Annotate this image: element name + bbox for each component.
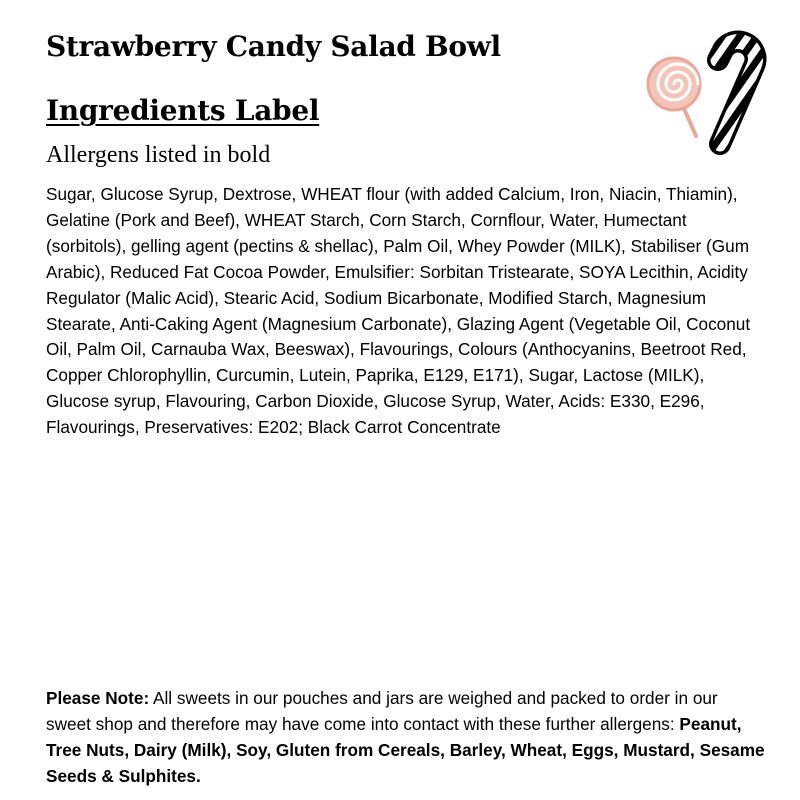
ingredients-heading: Ingredients Label (46, 94, 320, 127)
candy-illustration (640, 26, 780, 156)
allergen-note: Allergens listed in bold (46, 142, 271, 168)
please-note (46, 686, 766, 790)
lollipop-icon (648, 58, 700, 136)
further-allergens: Peanut, Tree Nuts, Dairy (Milk), Soy, Gluten from Cereals, Barley, Wheat, Eggs, Mustard, Sesame Seeds & Sulphites. (46, 713, 765, 786)
please-note-text: All sweets in our pouches and jars are weighed and packed to order in our sweet shop and therefore may have come into contact with these further allergens: (46, 688, 718, 734)
page-title: Strawberry Candy Salad Bowl (46, 30, 501, 63)
please-note-heading: Please Note: (46, 688, 150, 708)
ingredients-list: Sugar, Glucose Syrup, Dextrose, WHEAT flour (with added Calcium, Iron, Niacin, Thiamin), Gelatine (Pork and Beef), WHEAT Starch, Corn Starch, Cornflour, Water, Humectant (sorbitols), gelling agent (pectins & shellac), Palm Oil, Whey Powder (MILK), Stabiliser (Gum Arabic), Reduced Fat Cocoa Powder, Emulsifier: Sorbitan Tristearate, SOYA Lecithin, Acidity Regulator (Malic Acid), Stearic Acid, Sodium Bicarbonate, Modified Starch, Magnesium Stearate, Anti-Caking Agent (Magnesium Carbonate), Glazing Agent (Vegetable Oil, Coconut Oil, Palm Oil, Carnauba Wax, Beeswax), Flavourings, Colours (Anthocyanins, Beetroot Red, Copper Chlorophyllin, Curcumin, Lutein, Paprika, E129, E171), Sugar, Lactose (MILK), Glucose syrup, Flavouring, Carbon Dioxide, Glucose Syrup, Water, Acids: E330, E296, Flavourings, Preservatives: E202; Black Carrot Concentrate (46, 184, 751, 438)
candy-cane-icon (718, 42, 755, 144)
